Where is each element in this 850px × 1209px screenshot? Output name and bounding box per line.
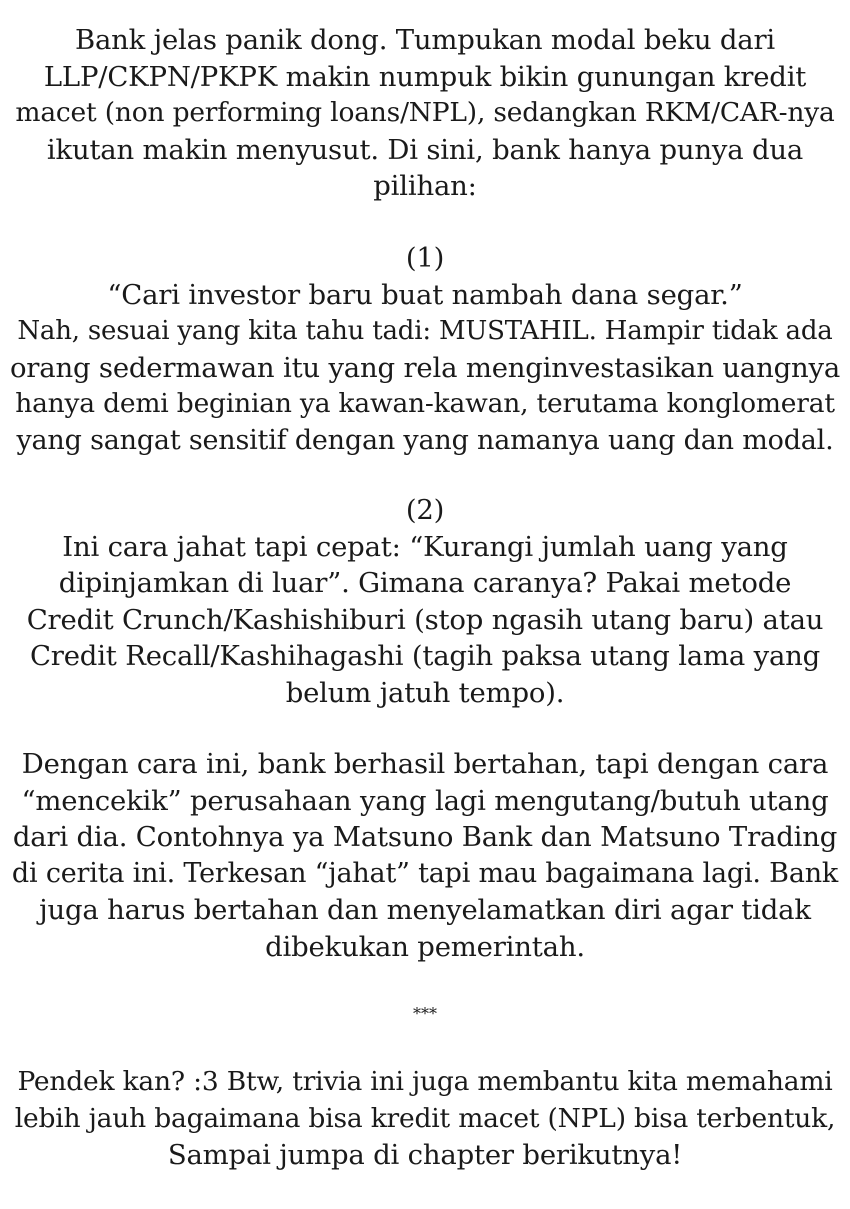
section-divider — [0, 996, 850, 1033]
text-line: ikutan makin menyusut. Di sini, bank hanya punya dua — [46, 133, 804, 166]
text-line: orang sedermawan itu yang rela menginvestasikan uangnya — [9, 351, 841, 384]
text-line: “mencekik” perusahaan yang lagi mengutang/butuh utang — [21, 784, 829, 817]
text-line: Pendek kan? :3 Btw, trivia ini juga membantu kita memahami — [17, 1066, 833, 1097]
asterism-divider: *** — [413, 1004, 437, 1023]
text-line: dipinjamkan di luar”. Gimana caranya? Pakai metode — [58, 567, 792, 600]
text-line: Sampai jumpa di chapter berikutnya! — [167, 1139, 683, 1172]
text-line: Dengan cara ini, bank berhasil bertahan, tapi dengan cara — [21, 748, 829, 780]
text-line: hanya demi beginian ya kawan-kawan, terutama konglomerat — [15, 388, 835, 420]
text-line: Bank jelas panik dong. Tumpukan modal beku dari — [74, 24, 776, 56]
text-line: lebih jauh bagaimana bisa kredit macet (NPL) bisa terbentuk, — [14, 1102, 836, 1134]
option-number: (1) — [405, 242, 445, 274]
paragraph-closing — [0, 1064, 850, 1174]
text-line: “Cari investor baru buat nambah dana segar.” — [107, 278, 743, 311]
text-line: Credit Crunch/Kashishiburi (stop ngasih utang baru) atau — [26, 603, 824, 636]
text-line: pilihan: — [373, 170, 477, 203]
paragraph-bank-panic — [0, 22, 850, 205]
text-line: di cerita ini. Terkesan “jahat” tapi mau bagaimana lagi. Bank — [11, 857, 839, 889]
option-number: (2) — [405, 494, 445, 526]
paragraph-conclusion — [0, 746, 850, 966]
paragraph-option-1 — [0, 240, 850, 460]
text-line: Nah, sesuai yang kita tahu tadi: MUSTAHIL. Hampir tidak ada — [17, 316, 833, 347]
text-line: macet (non performing loans/NPL), sedangkan RKM/CAR-nya — [15, 97, 835, 129]
text-line: Credit Recall/Kashihagashi (tagih paksa utang lama yang — [29, 640, 821, 673]
text-line: Ini cara jahat tapi cepat: “Kurangi jumlah uang yang — [62, 530, 788, 563]
text-line: LLP/CKPN/PKPK makin numpuk bikin gunungan kredit — [43, 60, 807, 93]
text-line: belum jatuh tempo). — [285, 676, 565, 709]
text-line: juga harus bertahan dan menyelamatkan diri agar tidak — [39, 894, 811, 927]
text-line: dari dia. Contohnya ya Matsuno Bank dan Matsuno Trading — [12, 821, 838, 854]
paragraph-option-2 — [0, 492, 850, 712]
text-line: dibekukan pemerintah. — [265, 930, 585, 963]
text-line: yang sangat sensitif dengan yang namanya uang dan modal. — [16, 424, 834, 456]
